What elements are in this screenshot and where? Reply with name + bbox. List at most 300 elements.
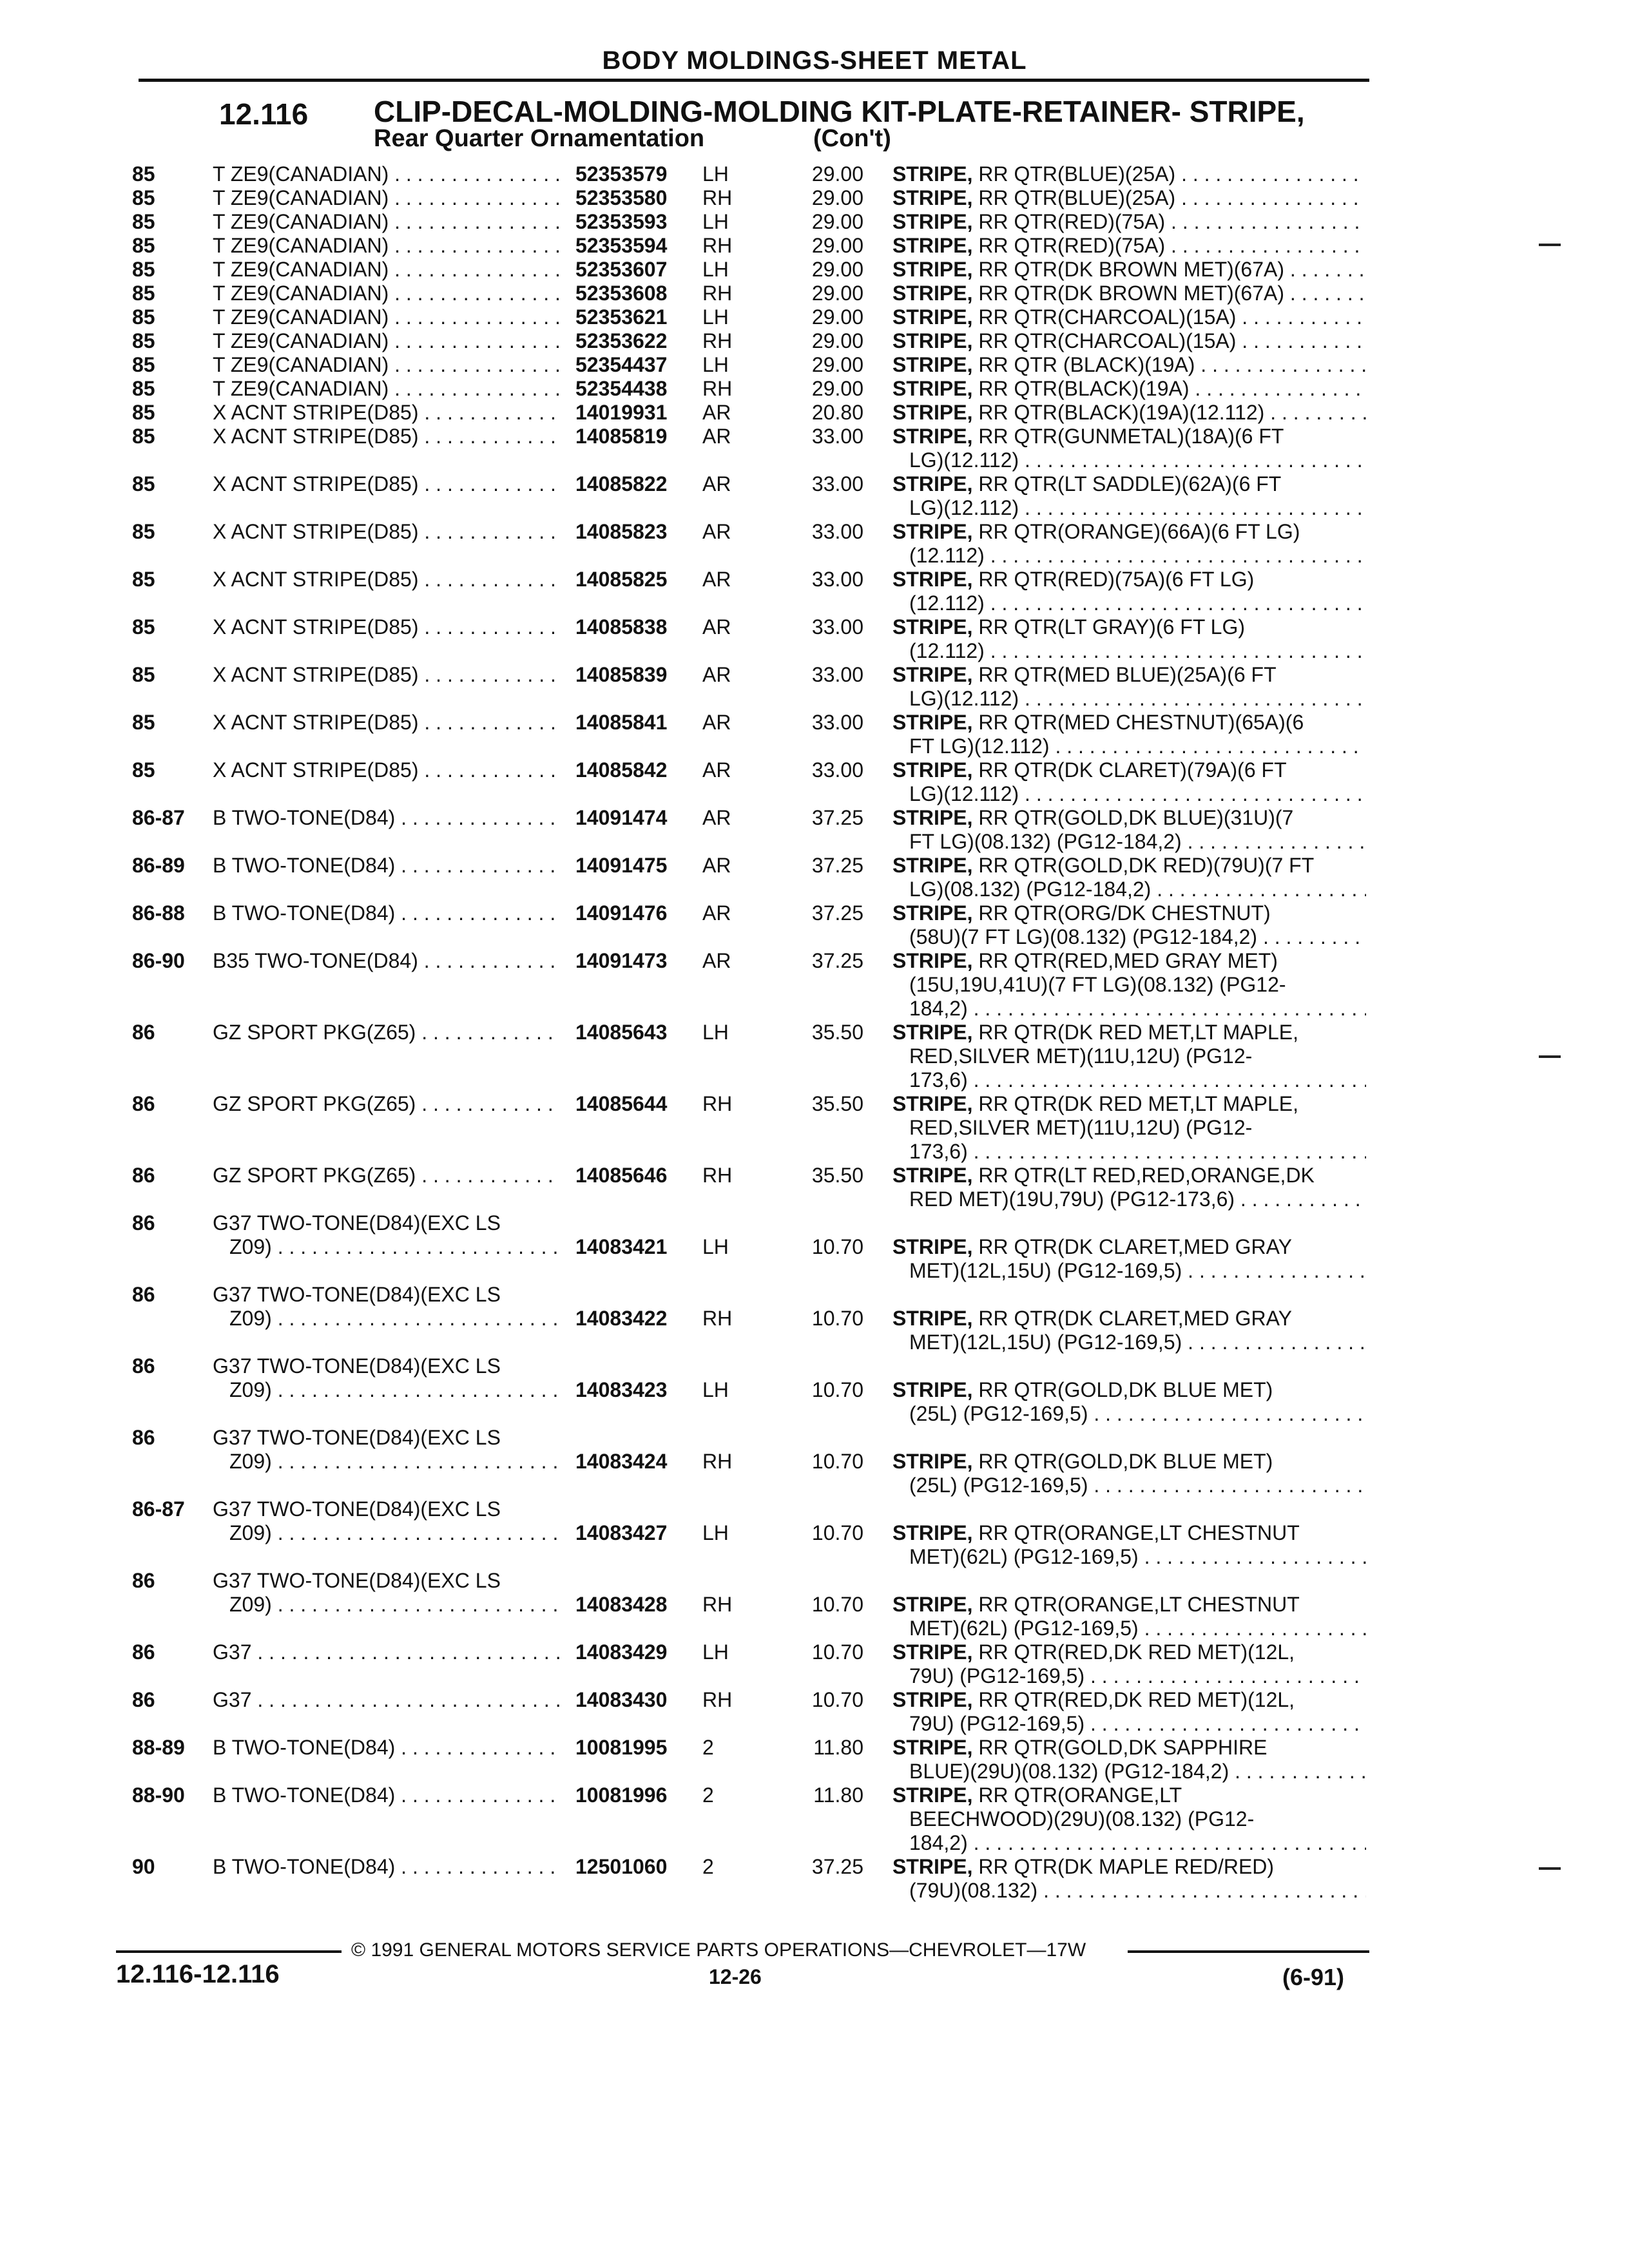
part-description xyxy=(892,806,1366,854)
price: 33.00 xyxy=(811,568,863,591)
model-description xyxy=(213,1688,561,1712)
price: 11.80 xyxy=(813,1783,863,1807)
quantity: LH xyxy=(702,210,729,233)
model-description xyxy=(213,1497,561,1545)
margin-mark xyxy=(1539,1055,1561,1058)
description-line: STRIPE, RR QTR(ORANGE,LT xyxy=(892,1783,1182,1807)
model-description xyxy=(213,1354,561,1402)
description-keyword: STRIPE, xyxy=(892,258,973,281)
part-description xyxy=(892,1783,1366,1855)
price: 33.00 xyxy=(811,472,863,495)
part-number: 14085838 xyxy=(575,615,668,639)
part-number: 14085839 xyxy=(575,663,668,686)
model-description xyxy=(213,615,561,639)
model-year: 86 xyxy=(132,1569,155,1592)
model-year: 86 xyxy=(132,1426,155,1449)
model-line: T ZE9(CANADIAN) . . . xyxy=(213,305,561,329)
price: 35.50 xyxy=(811,1021,863,1044)
part-number: 52353594 xyxy=(575,234,668,257)
quantity: AR xyxy=(702,806,731,829)
quantity: RH xyxy=(702,282,733,305)
quantity: RH xyxy=(702,1688,733,1711)
part-description xyxy=(892,1021,1366,1092)
model-year: 86 xyxy=(132,1092,155,1115)
price: 29.00 xyxy=(811,329,863,352)
model-year: 86 xyxy=(132,1021,155,1044)
part-number: 14083421 xyxy=(575,1235,668,1258)
part-number: 52354437 xyxy=(575,353,668,376)
model-line: T ZE9(CANADIAN) . . . xyxy=(213,186,561,210)
quantity: AR xyxy=(702,568,731,591)
quantity: AR xyxy=(702,854,731,877)
model-year: 85 xyxy=(132,305,155,329)
model-line: G37 . . . xyxy=(213,1688,561,1712)
description-line: STRIPE, RR QTR(BLUE)(25A) . . . xyxy=(892,186,1366,210)
model-line: Z09) . . . xyxy=(213,1378,561,1402)
price: 33.00 xyxy=(811,520,863,543)
part-number: 14083422 xyxy=(575,1307,668,1330)
part-number: 14085842 xyxy=(575,758,668,782)
price: 35.50 xyxy=(811,1164,863,1187)
description-keyword: STRIPE, xyxy=(892,186,973,209)
description-line: STRIPE, RR QTR(DK RED MET,LT MAPLE, xyxy=(892,1092,1299,1115)
description-line: 79U) (PG12-169,5) . . . xyxy=(892,1664,1366,1688)
price: 33.00 xyxy=(811,758,863,782)
model-line: B TWO-TONE(D84) . . . xyxy=(213,1736,561,1760)
description-line: 173,6) . . . xyxy=(892,1068,1366,1092)
price: 29.00 xyxy=(811,234,863,257)
price: 10.70 xyxy=(811,1521,863,1544)
quantity: LH xyxy=(702,1378,729,1401)
description-line: STRIPE, RR QTR(ORANGE)(66A)(6 FT LG) xyxy=(892,520,1300,543)
model-description xyxy=(213,401,561,425)
part-number: 14091476 xyxy=(575,901,668,925)
description-line: STRIPE, RR QTR(ORANGE,LT CHESTNUT xyxy=(892,1521,1300,1544)
price: 29.00 xyxy=(811,377,863,400)
part-description xyxy=(892,472,1366,520)
model-description xyxy=(213,377,561,401)
description-line: 79U) (PG12-169,5) . . . xyxy=(892,1712,1366,1736)
model-line: G37 TWO-TONE(D84)(EXC LS xyxy=(213,1569,501,1592)
model-year: 85 xyxy=(132,520,155,543)
model-year: 85 xyxy=(132,162,155,186)
model-year: 85 xyxy=(132,186,155,209)
model-description xyxy=(213,901,561,925)
model-description xyxy=(213,1021,561,1044)
model-description xyxy=(213,1736,561,1760)
model-line: T ZE9(CANADIAN) . . . xyxy=(213,329,561,353)
part-description xyxy=(892,568,1366,615)
description-keyword: STRIPE, xyxy=(892,329,973,352)
model-line: B TWO-TONE(D84) . . . xyxy=(213,1855,561,1879)
part-description xyxy=(892,329,1366,353)
part-number: 52354438 xyxy=(575,377,668,400)
description-line: STRIPE, RR QTR(BLUE)(25A) . . . xyxy=(892,162,1366,186)
quantity: RH xyxy=(702,1307,733,1330)
description-line: STRIPE, RR QTR(DK CLARET,MED GRAY xyxy=(892,1235,1292,1258)
description-line: 173,6) . . . xyxy=(892,1140,1366,1164)
price: 29.00 xyxy=(811,162,863,186)
price: 10.70 xyxy=(811,1307,863,1330)
description-keyword: STRIPE, xyxy=(892,472,973,495)
part-description xyxy=(892,1593,1366,1640)
model-line: Z09) . . . xyxy=(213,1521,561,1545)
price: 10.70 xyxy=(811,1640,863,1664)
description-keyword: STRIPE, xyxy=(892,1092,973,1115)
model-description xyxy=(213,1283,561,1331)
part-number: 14085822 xyxy=(575,472,668,495)
description-line: BLUE)(29U)(08.132) (PG12-184,2) . . . xyxy=(892,1760,1366,1783)
model-description xyxy=(213,282,561,305)
description-line: STRIPE, RR QTR(CHARCOAL)(15A) . . . xyxy=(892,329,1366,353)
price: 29.00 xyxy=(811,353,863,376)
model-description xyxy=(213,949,561,973)
description-line: STRIPE, RR QTR(GOLD,DK BLUE)(31U)(7 xyxy=(892,806,1294,829)
description-line: STRIPE, RR QTR(RED)(75A) . . . xyxy=(892,234,1366,258)
part-description xyxy=(892,282,1366,305)
model-year: 85 xyxy=(132,377,155,400)
description-keyword: STRIPE, xyxy=(892,1450,973,1473)
description-line: RED,SILVER MET)(11U,12U) (PG12- xyxy=(909,1116,1253,1139)
part-description xyxy=(892,1164,1366,1211)
model-line: G37 TWO-TONE(D84)(EXC LS xyxy=(213,1497,501,1521)
description-keyword: STRIPE, xyxy=(892,1021,973,1044)
description-line: STRIPE, RR QTR(DK MAPLE RED/RED) xyxy=(892,1855,1275,1878)
section-subtitle: Rear Quarter Ornamentation xyxy=(374,125,705,152)
part-number: 14085823 xyxy=(575,520,668,543)
description-keyword: STRIPE, xyxy=(892,1688,973,1711)
quantity: LH xyxy=(702,1235,729,1258)
description-line: STRIPE, RR QTR(RED)(75A) . . . xyxy=(892,210,1366,234)
part-number: 14083424 xyxy=(575,1450,668,1473)
price: 33.00 xyxy=(811,615,863,639)
part-number: 14085825 xyxy=(575,568,668,591)
description-line: STRIPE, RR QTR(RED,DK RED MET)(12L, xyxy=(892,1688,1295,1711)
description-line: STRIPE, RR QTR(MED CHESTNUT)(65A)(6 xyxy=(892,711,1304,734)
part-description xyxy=(892,305,1366,329)
model-description xyxy=(213,234,561,258)
part-description xyxy=(892,758,1366,806)
part-description xyxy=(892,1307,1366,1354)
part-number: 52353593 xyxy=(575,210,668,233)
description-keyword: STRIPE, xyxy=(892,520,973,543)
part-number: 10081995 xyxy=(575,1736,668,1759)
quantity: LH xyxy=(702,1021,729,1044)
price: 35.50 xyxy=(811,1092,863,1115)
description-line: STRIPE, RR QTR(RED)(75A)(6 FT LG) xyxy=(892,568,1255,591)
part-number: 52353621 xyxy=(575,305,668,329)
model-line: G37 TWO-TONE(D84)(EXC LS xyxy=(213,1426,501,1449)
description-line: (58U)(7 FT LG)(08.132) (PG12-184,2) . . . xyxy=(892,925,1366,949)
description-line: STRIPE, RR QTR(LT SADDLE)(62A)(6 FT xyxy=(892,472,1282,495)
model-line: Z09) . . . xyxy=(213,1307,561,1331)
price: 29.00 xyxy=(811,258,863,281)
part-description xyxy=(892,162,1366,186)
description-line: BEECHWOOD)(29U)(08.132) (PG12- xyxy=(909,1807,1255,1831)
model-year: 85 xyxy=(132,425,155,448)
model-line: T ZE9(CANADIAN) . . . xyxy=(213,234,561,258)
quantity: AR xyxy=(702,949,731,972)
margin-mark xyxy=(1539,244,1561,246)
description-line: STRIPE, RR QTR(DK CLARET)(79A)(6 FT xyxy=(892,758,1287,782)
model-year: 85 xyxy=(132,210,155,233)
description-keyword: STRIPE, xyxy=(892,806,973,829)
part-description xyxy=(892,258,1366,282)
quantity: AR xyxy=(702,472,731,495)
part-description xyxy=(892,210,1366,234)
description-keyword: STRIPE, xyxy=(892,1307,973,1330)
description-line: (12.112) . . . xyxy=(892,591,1366,615)
part-description xyxy=(892,663,1366,711)
price: 29.00 xyxy=(811,305,863,329)
part-number: 12501060 xyxy=(575,1855,668,1878)
quantity: RH xyxy=(702,1593,733,1616)
price: 37.25 xyxy=(811,949,863,972)
margin-mark xyxy=(1539,1867,1561,1870)
description-line: STRIPE, RR QTR(CHARCOAL)(15A) . . . xyxy=(892,305,1366,329)
part-number: 10081996 xyxy=(575,1783,668,1807)
model-year: 86 xyxy=(132,1211,155,1235)
part-number: 52353579 xyxy=(575,162,668,186)
model-description xyxy=(213,758,561,782)
description-line: STRIPE, RR QTR(DK BROWN MET)(67A) . . . xyxy=(892,282,1366,305)
description-keyword: STRIPE, xyxy=(892,1855,973,1878)
price: 33.00 xyxy=(811,663,863,686)
part-number: 14019931 xyxy=(575,401,668,424)
description-line: STRIPE, RR QTR(GUNMETAL)(18A)(6 FT xyxy=(892,425,1284,448)
continued-label: (Con't) xyxy=(813,125,891,152)
model-year: 85 xyxy=(132,472,155,495)
model-line: B35 TWO-TONE(D84) . . . xyxy=(213,949,561,973)
description-keyword: STRIPE, xyxy=(892,949,973,972)
description-line: STRIPE, RR QTR(GOLD,DK BLUE MET) xyxy=(892,1378,1273,1401)
model-line: X ACNT STRIPE(D85) . . . xyxy=(213,520,561,544)
model-line: B TWO-TONE(D84) . . . xyxy=(213,1783,561,1807)
model-line: GZ SPORT PKG(Z65) . . . xyxy=(213,1164,561,1187)
model-description xyxy=(213,353,561,377)
model-year: 85 xyxy=(132,282,155,305)
model-description xyxy=(213,186,561,210)
model-line: X ACNT STRIPE(D85) . . . xyxy=(213,711,561,735)
description-line: STRIPE, RR QTR(RED,DK RED MET)(12L, xyxy=(892,1640,1295,1664)
description-line: LG)(12.112) . . . xyxy=(892,496,1366,520)
price: 11.80 xyxy=(813,1736,863,1759)
quantity: LH xyxy=(702,258,729,281)
section-number: 12.116 xyxy=(219,97,309,131)
model-description xyxy=(213,329,561,353)
page-header: BODY MOLDINGS-SHEET METAL xyxy=(602,46,1027,75)
description-keyword: STRIPE, xyxy=(892,282,973,305)
model-description xyxy=(213,425,561,448)
model-description xyxy=(213,663,561,687)
part-description xyxy=(892,353,1366,377)
part-number: 14091473 xyxy=(575,949,668,972)
part-number: 52353580 xyxy=(575,186,668,209)
description-keyword: STRIPE, xyxy=(892,162,973,186)
description-line: STRIPE, RR QTR(RED,MED GRAY MET) xyxy=(892,949,1278,972)
price: 37.25 xyxy=(811,806,863,829)
part-description xyxy=(892,425,1366,472)
model-year: 85 xyxy=(132,568,155,591)
model-line: T ZE9(CANADIAN) . . . xyxy=(213,353,561,377)
model-line: Z09) . . . xyxy=(213,1450,561,1474)
model-line: X ACNT STRIPE(D85) . . . xyxy=(213,401,561,425)
description-keyword: STRIPE, xyxy=(892,377,973,400)
part-description xyxy=(892,711,1366,758)
description-line: MET)(12L,15U) (PG12-169,5) . . . xyxy=(892,1331,1366,1354)
description-line: (12.112) . . . xyxy=(892,544,1366,568)
model-line: Z09) . . . xyxy=(213,1593,561,1617)
part-description xyxy=(892,1450,1366,1497)
description-line: STRIPE, RR QTR(GOLD,DK SAPPHIRE xyxy=(892,1736,1268,1759)
model-line: X ACNT STRIPE(D85) . . . xyxy=(213,758,561,782)
model-year: 85 xyxy=(132,329,155,352)
part-description xyxy=(892,520,1366,568)
part-description xyxy=(892,234,1366,258)
model-year: 85 xyxy=(132,353,155,376)
part-number: 14083423 xyxy=(575,1378,668,1401)
description-line: STRIPE, RR QTR(GOLD,DK RED)(79U)(7 FT xyxy=(892,854,1315,877)
model-line: G37 . . . xyxy=(213,1640,561,1664)
model-year: 85 xyxy=(132,401,155,424)
model-line: X ACNT STRIPE(D85) . . . xyxy=(213,615,561,639)
price: 10.70 xyxy=(811,1378,863,1401)
model-description xyxy=(213,806,561,830)
model-line: Z09) . . . xyxy=(213,1235,561,1259)
description-line: LG)(12.112) . . . xyxy=(892,448,1366,472)
model-year: 85 xyxy=(132,758,155,782)
price: 37.25 xyxy=(811,1855,863,1878)
description-line: STRIPE, RR QTR (BLACK)(19A) . . . xyxy=(892,353,1366,377)
quantity: RH xyxy=(702,186,733,209)
description-line: MET)(12L,15U) (PG12-169,5) . . . xyxy=(892,1259,1366,1283)
part-number: 14083428 xyxy=(575,1593,668,1616)
price: 37.25 xyxy=(811,901,863,925)
description-line: LG)(12.112) . . . xyxy=(892,782,1366,806)
description-line: 184,2) . . . xyxy=(892,997,1366,1021)
part-description xyxy=(892,186,1366,210)
description-line: 184,2) . . . xyxy=(892,1831,1366,1855)
footer-section-range: 12.116-12.116 xyxy=(116,1960,280,1988)
model-description xyxy=(213,1569,561,1617)
model-line: X ACNT STRIPE(D85) . . . xyxy=(213,472,561,496)
model-line: GZ SPORT PKG(Z65) . . . xyxy=(213,1092,561,1116)
part-description xyxy=(892,1640,1366,1688)
part-number: 14083429 xyxy=(575,1640,668,1664)
model-line: T ZE9(CANADIAN) . . . xyxy=(213,377,561,401)
description-keyword: STRIPE, xyxy=(892,1640,973,1664)
quantity: RH xyxy=(702,1450,733,1473)
model-line: B TWO-TONE(D84) . . . xyxy=(213,901,561,925)
quantity: LH xyxy=(702,353,729,376)
description-keyword: STRIPE, xyxy=(892,1783,973,1807)
model-description xyxy=(213,305,561,329)
description-line: STRIPE, RR QTR(MED BLUE)(25A)(6 FT xyxy=(892,663,1277,686)
model-year: 86-87 xyxy=(132,806,185,829)
model-year: 86 xyxy=(132,1688,155,1711)
quantity: 2 xyxy=(702,1736,714,1759)
price: 29.00 xyxy=(811,186,863,209)
description-line: STRIPE, RR QTR(BLACK)(19A) . . . xyxy=(892,377,1366,401)
model-line: G37 TWO-TONE(D84)(EXC LS xyxy=(213,1211,501,1235)
description-line: (79U)(08.132) . . . xyxy=(892,1879,1366,1903)
description-keyword: STRIPE, xyxy=(892,1593,973,1616)
model-line: T ZE9(CANADIAN) . . . xyxy=(213,162,561,186)
quantity: RH xyxy=(702,234,733,257)
part-number: 14091475 xyxy=(575,854,668,877)
quantity: AR xyxy=(702,520,731,543)
description-keyword: STRIPE, xyxy=(892,401,973,424)
quantity: AR xyxy=(702,901,731,925)
description-keyword: STRIPE, xyxy=(892,353,973,376)
description-keyword: STRIPE, xyxy=(892,568,973,591)
model-year: 85 xyxy=(132,711,155,734)
price: 10.70 xyxy=(811,1688,863,1711)
model-description xyxy=(213,1211,561,1259)
footer-rule-left xyxy=(116,1950,342,1953)
description-line: (15U,19U,41U)(7 FT LG)(08.132) (PG12- xyxy=(909,973,1286,996)
model-description xyxy=(213,854,561,878)
part-description xyxy=(892,901,1366,949)
model-line: B TWO-TONE(D84) . . . xyxy=(213,806,561,830)
description-line: RED MET)(19U,79U) (PG12-173,6) . . . xyxy=(892,1187,1366,1211)
model-description xyxy=(213,711,561,735)
footer-copyright: © 1991 GENERAL MOTORS SERVICE PARTS OPERATIONS—CHEVROLET—17W xyxy=(351,1939,1086,1961)
model-year: 86 xyxy=(132,1640,155,1664)
quantity: AR xyxy=(702,615,731,639)
description-line: RED,SILVER MET)(11U,12U) (PG12- xyxy=(909,1044,1253,1068)
model-year: 86 xyxy=(132,1283,155,1306)
model-year: 90 xyxy=(132,1855,155,1878)
model-year: 86-88 xyxy=(132,901,185,925)
model-description xyxy=(213,210,561,234)
description-keyword: STRIPE, xyxy=(892,758,973,782)
description-keyword: STRIPE, xyxy=(892,234,973,257)
quantity: 2 xyxy=(702,1783,714,1807)
part-number: 14083427 xyxy=(575,1521,668,1544)
part-description xyxy=(892,1378,1366,1426)
price: 10.70 xyxy=(811,1235,863,1258)
model-year: 86 xyxy=(132,1164,155,1187)
part-description xyxy=(892,949,1366,1021)
part-description xyxy=(892,854,1366,901)
part-description xyxy=(892,615,1366,663)
part-number: 14085646 xyxy=(575,1164,668,1187)
model-description xyxy=(213,520,561,544)
description-keyword: STRIPE, xyxy=(892,663,973,686)
price: 37.25 xyxy=(811,854,863,877)
description-line: STRIPE, RR QTR(GOLD,DK BLUE MET) xyxy=(892,1450,1273,1473)
quantity: RH xyxy=(702,377,733,400)
description-keyword: STRIPE, xyxy=(892,615,973,639)
model-year: 86-87 xyxy=(132,1497,185,1521)
part-description xyxy=(892,1736,1366,1783)
description-line: (25L) (PG12-169,5) . . . xyxy=(892,1402,1366,1426)
model-line: X ACNT STRIPE(D85) . . . xyxy=(213,663,561,687)
price: 10.70 xyxy=(811,1593,863,1616)
model-line: T ZE9(CANADIAN) . . . xyxy=(213,210,561,234)
price: 33.00 xyxy=(811,425,863,448)
description-line: STRIPE, RR QTR(LT RED,RED,ORANGE,DK xyxy=(892,1164,1315,1187)
description-line: STRIPE, RR QTR(DK RED MET,LT MAPLE, xyxy=(892,1021,1299,1044)
description-line: (12.112) . . . xyxy=(892,639,1366,663)
model-description xyxy=(213,1783,561,1807)
part-description xyxy=(892,377,1366,401)
quantity: LH xyxy=(702,1521,729,1544)
part-description xyxy=(892,1521,1366,1569)
description-keyword: STRIPE, xyxy=(892,1164,973,1187)
footer-page-number: 12-26 xyxy=(709,1965,762,1988)
